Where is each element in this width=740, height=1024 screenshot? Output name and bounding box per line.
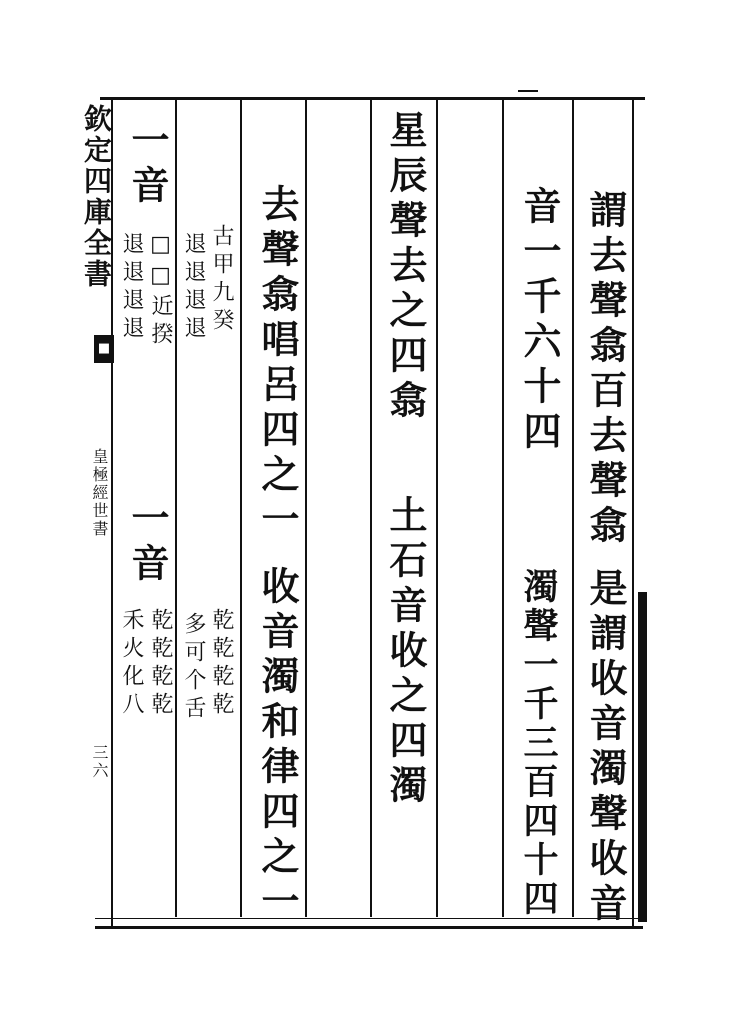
small-column-4-bottom: 禾火化八 (119, 608, 144, 720)
column-divider (240, 97, 242, 917)
right-thick-border (638, 592, 647, 922)
column-divider (502, 97, 504, 917)
text-column-4-bottom: 收音濁和律四之一 (255, 566, 300, 926)
top-mark (518, 90, 538, 92)
text-column-1-top: 謂去聲翕百去聲翕 (583, 190, 628, 550)
text-column-1-bottom: 是謂收音濁聲收音 (583, 568, 628, 928)
small-column-1-bottom: 乾乾乾乾 (209, 608, 234, 720)
margin-badge: ■ (94, 335, 114, 363)
bottom-border (95, 926, 643, 929)
text-column-4-top: 去聲翕唱呂四之一 (255, 184, 300, 544)
small-column-2-bottom: 多可个舌 (181, 612, 206, 724)
small-column-3-top: □□近揆 (148, 232, 173, 350)
text-column-2-bottom: 濁聲一千三百四十四 (518, 568, 559, 919)
yin-heading-bottom: 一音 (125, 498, 170, 588)
column-divider (370, 97, 372, 917)
text-column-2-top: 音一千六十四 (517, 186, 562, 456)
text-column-3-top: 星辰聲去之四翕 (383, 110, 428, 425)
column-divider (436, 97, 438, 917)
small-column-4-top: 退退退退 (119, 232, 144, 344)
yin-heading-top: 一音 (125, 120, 170, 210)
small-column-3-bottom: 乾乾乾乾 (148, 608, 173, 720)
small-column-1-top: 古甲九癸 (209, 224, 234, 336)
text-column-3-bottom: 土石音收之四濁 (383, 495, 428, 810)
column-divider (305, 97, 307, 917)
small-column-2-top: 退退退退 (181, 232, 206, 344)
book-margin-title: 欽定四庫全書 (80, 104, 113, 290)
page-number: 三六 (90, 744, 109, 780)
book-title-margin: 皇極經世書 (90, 448, 109, 538)
column-divider (572, 97, 574, 917)
column-divider (175, 97, 177, 917)
top-border (100, 97, 645, 100)
